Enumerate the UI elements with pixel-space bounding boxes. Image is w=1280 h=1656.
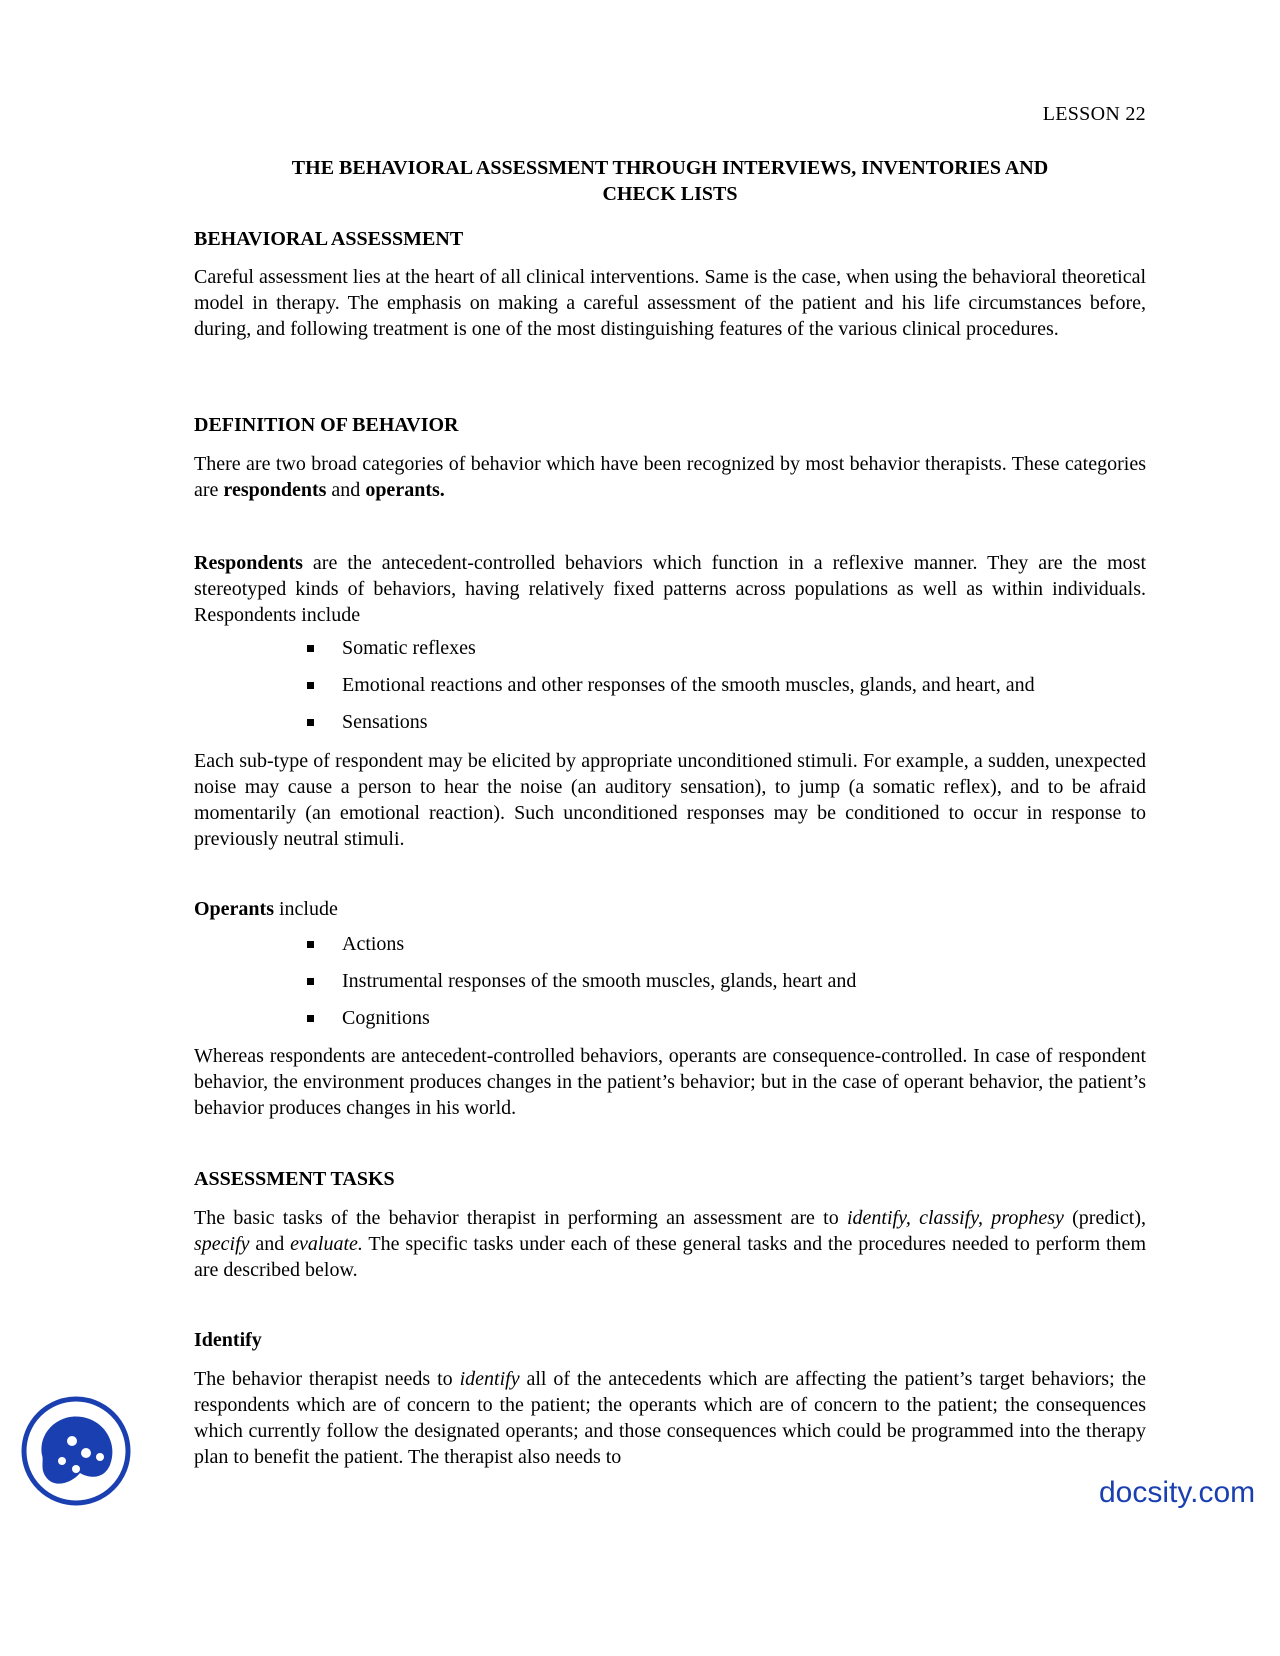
lesson-number: LESSON 22	[1042, 103, 1146, 125]
bullet-square-icon	[307, 645, 314, 652]
bullet-square-icon	[307, 719, 314, 726]
heading-assessment-tasks: ASSESSMENT TASKS	[194, 1168, 395, 1190]
document-page: LESSON 22 THE BEHAVIORAL ASSESSMENT THROUGH INTERVIEWS, INVENTORIES AND CHECK LISTS BEHAVIORAL ASSESSMENT Careful assessment lies at the heart of all clinical interventions. Same is the case, when using the behavioral theoretical model in therapy. The emphasis on making a careful assessment of the patient and his life circumstances before, during, and following treatment is one of the most distinguishing features of the various clinical procedures. DEFINITION OF BEHAVIOR There are two broad categories of behavior which have been recognized by most behavior therapists. These categories are respondents and operants. Respondents are the antecedent-controlled behaviors which function in a reflexive manner. They are the most stereotyped kinds of behaviors, having relatively fixed patterns across populations as well as within individuals. Respondents include Somatic reflexes Emotional reactions and other responses of the smooth muscles, glands, and heart, and Sensations Each sub-type of respondent may be elicited by appropriate unconditioned stimuli. For example, a sudden, unexpected noise may cause a person to hear the noise (an auditory sensation), to jump (a somatic reflex), and to be afraid momentarily (an emotional reaction). Such unconditioned responses may be conditioned to occur in response to previously neutral stimuli. Operants include Actions Instrumental responses of the smooth muscles, glands, heart and Cognitions Whereas respondents are antecedent-controlled behaviors, operants are consequence-controlled. In case of respondent behavior, the environment produces changes in the patient’s behavior; but in the case of operant behavior, the patient’s behavior produces changes in his world. ASSESSMENT TASKS The basic tasks of the behavior therapist in performing an assessment are to identify, classify, prophesy (predict), specify and evaluate. The specific tasks under each of these general tasks and the procedures needed to perform them are described below. Identify The behavior therapist needs to identify all of the antecedents which are affecting the patient’s target behaviors; the respondents which are of concern to the patient; the operants which are of concern to the patient; the consequences which currently follow the designated operants; and those consequences which could be programmed into the therapy plan to benefit the patient. The therapist also needs to docsity.com	[0, 0, 1280, 1656]
bullet-square-icon	[307, 941, 314, 948]
heading-definition-of-behavior: DEFINITION OF BEHAVIOR	[194, 414, 459, 436]
heading-identify: Identify	[194, 1329, 262, 1351]
paragraph-operants-include: Operants include	[194, 898, 338, 920]
bullet-square-icon	[307, 978, 314, 985]
page-title-line-1: THE BEHAVIORAL ASSESSMENT THROUGH INTERVIEWS, INVENTORIES AND	[291, 157, 1049, 179]
paragraph-operants-vs-respondents: Whereas respondents are antecedent-controlled behaviors, operants are consequence-controlled. In case of respondent behavior, the environment produces changes in the patient’s behavior; but in the case of operant behavior, the patient’s behavior produces changes in his world.	[194, 1045, 1146, 1119]
page-title	[190, 155, 1150, 207]
bullet-square-icon	[307, 682, 314, 689]
paragraph-respondents: Respondents are the antecedent-controlled behaviors which function in a reflexive manner. They are the most stereotyped kinds of behaviors, having relatively fixed patterns across populations as well as within individuals. Respondents include	[194, 552, 1146, 626]
paragraph-two-categories: There are two broad categories of behavior which have been recognized by most behavior therapists. These categories are respondents and operants.	[194, 453, 1146, 501]
paragraph-assessment-tasks: The basic tasks of the behavior therapist in performing an assessment are to identify, classify, prophesy (predict), specify and evaluate. The specific tasks under each of these general tasks and the procedures needed to perform them are described below.	[194, 1207, 1146, 1281]
paragraph-respondent-subtypes: Each sub-type of respondent may be elicited by appropriate unconditioned stimuli. For example, a sudden, unexpected noise may cause a person to hear the noise (an auditory sensation), to jump (a somatic reflex), and to be afraid momentarily (an emotional reaction). Such unconditioned responses may be conditioned to occur in response to previously neutral stimuli.	[194, 750, 1146, 850]
bullet-square-icon	[307, 1015, 314, 1022]
paragraph-behavioral-assessment: Careful assessment lies at the heart of all clinical interventions. Same is the case, when using the behavioral theoretical model in therapy. The emphasis on making a careful assessment of the patient and his life circumstances before, during, and following treatment is one of the most distinguishing features of the various clinical procedures.	[194, 266, 1146, 340]
paragraph-identify: The behavior therapist needs to identify all of the antecedents which are affecting the patient’s target behaviors; the respondents which are of concern to the patient; the operants which are of concern to the patient; the consequences which currently follow the designated operants; and those consequences which could be programmed into the therapy plan to benefit the patient. The therapist also needs to	[194, 1368, 1146, 1468]
docsity-logo-icon	[20, 1395, 132, 1507]
page-title-line-2: CHECK LISTS	[602, 183, 738, 205]
heading-behavioral-assessment: BEHAVIORAL ASSESSMENT	[194, 228, 464, 250]
docsity-brand-text[interactable]: docsity.com	[1099, 1476, 1256, 1509]
